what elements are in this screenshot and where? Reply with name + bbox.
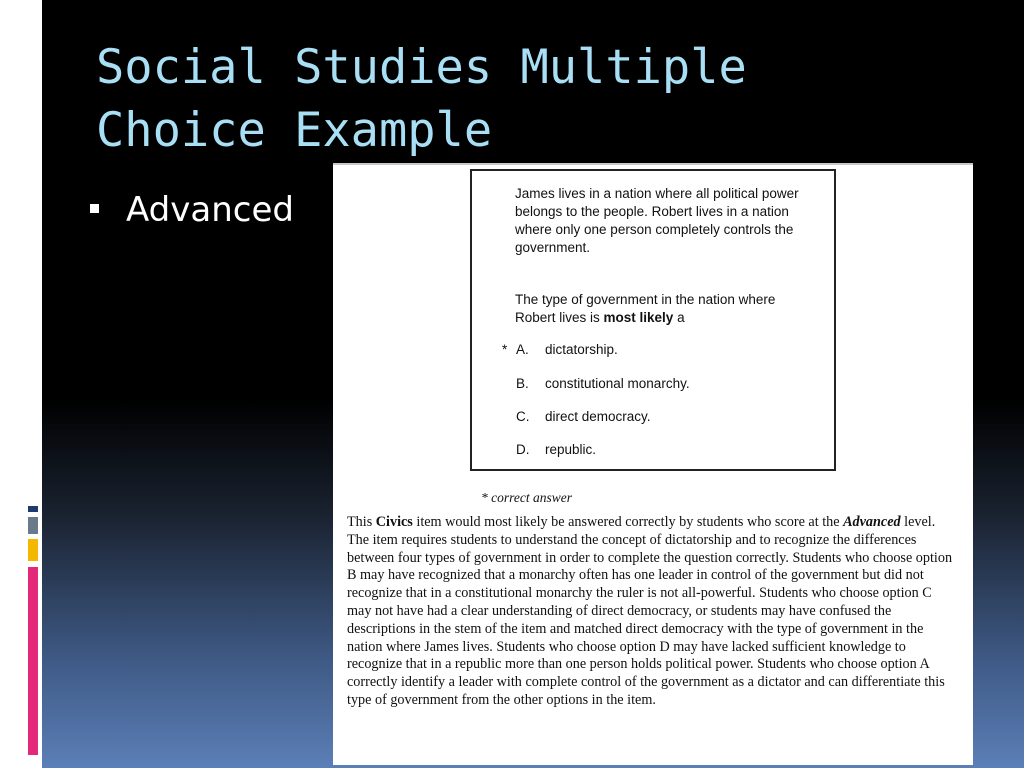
explanation-text: This xyxy=(347,514,376,530)
accent-bar-magenta xyxy=(28,567,38,755)
slide-title: Social Studies Multiple Choice Example xyxy=(96,40,747,158)
question-stem: James lives in a nation where all political power belongs to the people. Robert lives in a nation where only one person completely controls the government. xyxy=(515,186,799,255)
explanation-text: level. The item requires students to understand the concept of dictatorship and to recognize the differences between four types of government in order to complete the question correctly. Students who choose option B may have recognized that a monarchy often has one leader in control of the government but did not recognize that in a constitutional monarchy the ruler is not all-powerful. Students who choose option C may not have had a clear understanding of direct democracy, or students may have confused the descriptions in the stem of the item and matched direct democracy with the type of government in the nation where James lives. Students who choose option D may have lacked sufficient knowledge to recognize that in a republic more than one person holds political power. Students who choose option A correctly identify a leader with complete control of the government as a dictator and can differentiate this type of government from the other options in the item. xyxy=(347,514,953,708)
option-text: constitutional monarchy. xyxy=(545,376,690,391)
answer-option-a xyxy=(472,341,812,359)
option-text: republic. xyxy=(545,442,597,457)
explanation-paragraph xyxy=(347,514,959,710)
explanation-text: item would most likely be answered correctly by students who score at the xyxy=(412,514,844,530)
option-letter: D. xyxy=(516,442,530,457)
civics-emphasis: Civics xyxy=(375,514,413,530)
left-decorative-strip xyxy=(0,0,42,768)
option-letter: B. xyxy=(516,376,529,391)
advanced-emphasis: Advanced xyxy=(843,514,901,530)
accent-bar-orange xyxy=(28,539,38,561)
answer-option-c xyxy=(472,408,812,426)
option-text: direct democracy. xyxy=(545,409,651,424)
option-letter: A. xyxy=(516,342,529,357)
prompt-text: The type of government in the nation where Robert lives is xyxy=(515,292,776,325)
question-prompt xyxy=(515,291,805,327)
correct-answer-note: * correct answer xyxy=(481,490,572,505)
accent-bar-navy xyxy=(28,506,38,512)
embedded-document-image xyxy=(333,163,973,765)
prompt-end: a xyxy=(673,310,685,325)
answer-option-b xyxy=(472,375,812,393)
square-bullet-icon xyxy=(90,204,99,213)
correct-marker: * xyxy=(502,342,508,357)
prompt-emphasis: most likely xyxy=(603,310,674,325)
option-letter: C. xyxy=(516,409,530,424)
answer-option-d xyxy=(472,441,812,459)
question-box xyxy=(470,169,836,471)
accent-bar-gray xyxy=(28,517,38,534)
bullet-text: Advanced xyxy=(126,190,294,230)
option-text: dictatorship. xyxy=(545,342,618,357)
